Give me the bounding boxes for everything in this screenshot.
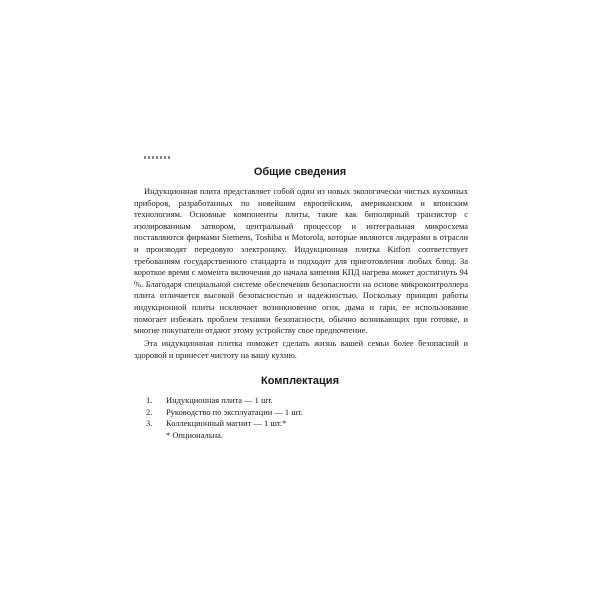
general-info-paragraph-1 (134, 186, 468, 337)
kit-list (146, 395, 303, 441)
kit-item-number: 3. (146, 418, 153, 429)
general-info-paragraph-2 (134, 338, 468, 361)
kit-item-text: Руководство по эксплуатации — 1 шт. (166, 406, 303, 417)
kit-item-manual (146, 407, 303, 419)
kit-heading: Комплектация (261, 375, 339, 387)
kit-item-text: Коллекционный магнит — 1 шт.* (166, 418, 287, 429)
general-info-paragraph-2-text: Эта индукционная плитка поможет сделать жизнь вашей семьи более безопасной и здоровой и принесет чистоту на вашу кухню. (134, 338, 468, 360)
kit-item-cooktop (146, 395, 303, 407)
kit-item-number: 2. (146, 406, 153, 417)
corner-scan-mark (144, 156, 170, 159)
kit-footnote: * Опциональна. (166, 429, 223, 440)
kit-item-magnet (146, 418, 303, 430)
kit-item-text: Индукционная плита — 1 шт. (166, 395, 273, 405)
general-info-paragraph-1-text: Индукционная плита представляет собой один из новых экологически чистых кухонных приборов, разработанных по новейшим европейским, американским и японским технологиям. Основные компоненты плиты, такие как биполярный транзистор с изолированным затвором, центральный процессор и интегральная микросхема поставляются фирмами Siemens, Toshiba и Motorola, которые являются лидерами в отрасли и производят передовую электронику. Индукционная плитка Kitfort соответствует требованиям государственного стандарта и подходит для приготовления любых блюд. За короткое время с момента включения до начала кипения КПД нагрева может достигнуть 94 %. Благодаря специальной системе обеспечения безопасности на основе микроконтроллера плита отличается высокой безопасностью и надежностью. Поскольку принцип работы индукционной плиты исключает возникновение огня, дыма и гари, ее использование помогает избежать проблем техники безопасности, обычно возникающих при готовке, и многие покупатели отдают этому устройству свое предпочтение. (134, 186, 468, 336)
general-info-heading: Общие сведения (253, 166, 347, 178)
kit-item-number: 1. (146, 395, 153, 405)
